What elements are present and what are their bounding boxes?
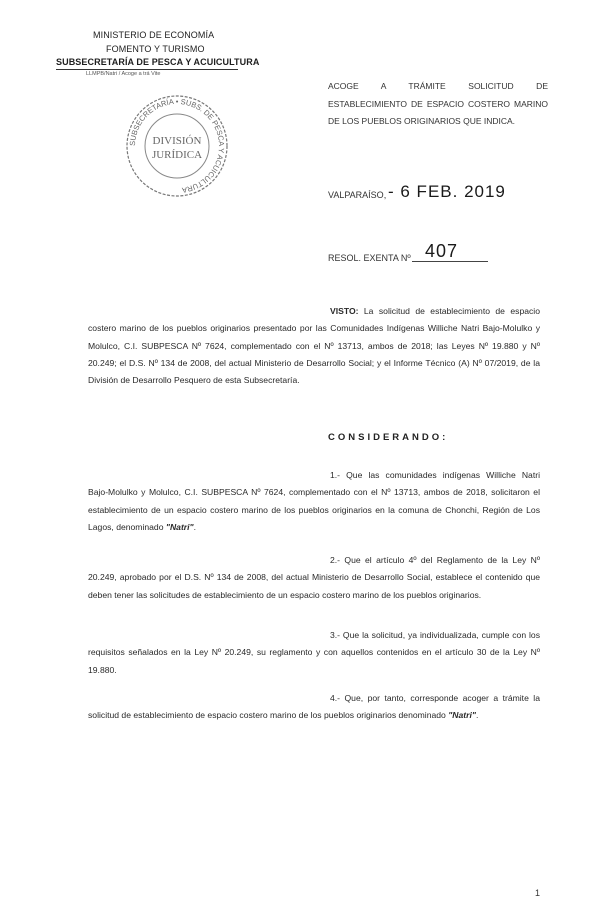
division-juridica-stamp bbox=[123, 92, 231, 200]
reference-note: LLMPB/Natri / Acoge a trá Vite bbox=[86, 71, 161, 77]
considerando-1-tail: . bbox=[193, 521, 197, 532]
visto-paragraph bbox=[88, 303, 540, 389]
considerando-3-text: 3.- Que la solicitud, ya individualizada, cumple con los requisitos señalados en la Ley Nº 20.249, su reglamento y con aquellos contenidos en el artículo 30 de la Ley Nº 19.880. bbox=[88, 630, 540, 675]
considerando-1-text: 1.- Que las comunidades indígenas Williche Natri Bajo-Molulko y Molulco, C.I. SUBPESCA Nº 7624, complementado con el Nº 13713, ambos de 2018, solicitaron el establecimiento de un espacio costero marino de los pueblos originarios en la comuna de Chonchi, Región de Los Lagos, denominado bbox=[88, 470, 540, 532]
visto-label: VISTO: bbox=[330, 306, 359, 316]
page-number: 1 bbox=[535, 888, 541, 898]
resolution-date: - 6 FEB. 2019 bbox=[388, 182, 506, 201]
considerando-3 bbox=[88, 627, 540, 679]
ministry-line-1: MINISTERIO DE ECONOMÍA bbox=[93, 30, 215, 40]
subsecretaria-title: SUBSECRETARÍA DE PESCA Y ACUICULTURA bbox=[56, 57, 260, 67]
considerando-4-text: 4.- Que, por tanto, corresponde acoger a trámite la solicitud de establecimiento de espacio costero marino de los pueblos originarios denominado bbox=[88, 693, 540, 721]
resol-label: RESOL. EXENTA Nº bbox=[328, 253, 411, 263]
considerando-4 bbox=[88, 690, 540, 725]
header-underline bbox=[56, 69, 238, 70]
considerando-2-text: 2.- Que el artículo 4º del Reglamento de la Ley Nº 20.249, aprobado por el D.S. Nº 134 de 2008, del actual Ministerio de Desarrollo Social, establece el contenido que deben tener las solicitudes de establecimiento de un espacio costero marino de los pueblos originarios. bbox=[88, 555, 540, 600]
resolution-summary: ACOGE A TRÁMITE SOLICITUD DE ESTABLECIMIENTO DE ESPACIO COSTERO MARINO DE LOS PUEBLOS ORIGINARIOS QUE INDICA. bbox=[328, 81, 548, 126]
considerando-heading: CONSIDERANDO: bbox=[328, 432, 449, 443]
visto-text: La solicitud de establecimiento de espacio costero marino de los pueblos originarios presentado por las Comunidades Indígenas Williche Natri Bajo-Molulko y Molulco, C.I. SUBPESCA Nº 7624, complementado con el Nº 13713, ambos de 2018; las Leyes Nº 19.880 y Nº 20.249; el D.S. Nº 134 de 2008, del actual Ministerio de Desarrollo Social; y el Informe Técnico (A) Nº 07/2019, de la División de Desarrollo Pesquero de esta Subsecretaría. bbox=[88, 306, 540, 386]
considerando-4-name: "Natri" bbox=[448, 710, 476, 721]
stamp-center-line-1: DIVISIÓN bbox=[152, 135, 202, 147]
stamp-ring-text: SUBSECRETARÍA • SUBS. DE PESCA Y ACUICULTURA bbox=[127, 96, 227, 195]
place-label: VALPARAÍSO, bbox=[328, 190, 387, 200]
resol-number: 407 bbox=[425, 241, 459, 261]
considerando-1-name: "Natri" bbox=[165, 521, 194, 532]
considerando-2 bbox=[88, 552, 540, 604]
considerando-1 bbox=[88, 467, 540, 536]
stamp-center-line-2: JURÍDICA bbox=[151, 149, 203, 161]
considerando-4-tail: . bbox=[475, 710, 479, 721]
ministry-line-2: FOMENTO Y TURISMO bbox=[106, 44, 205, 54]
